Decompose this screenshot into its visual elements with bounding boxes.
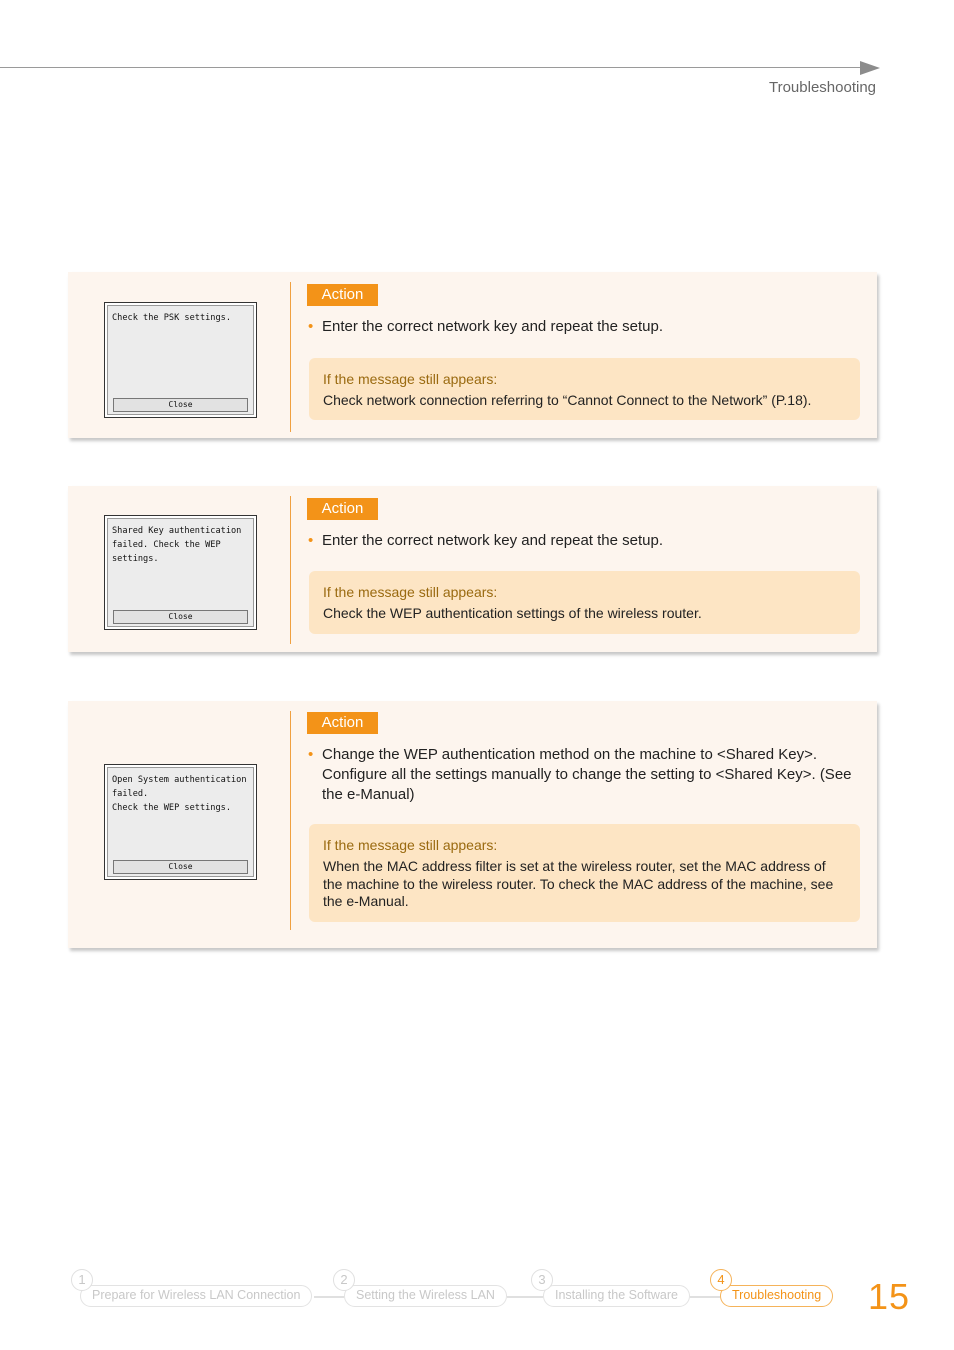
error-panel-shared-key xyxy=(68,486,877,652)
step-navigation xyxy=(0,1260,954,1320)
lcd-close-button[interactable]: Close xyxy=(113,860,248,874)
step-number: 2 xyxy=(333,1269,355,1291)
lcd-message: Check the PSK settings. xyxy=(112,313,231,323)
action-item xyxy=(308,531,853,551)
note-heading: If the message still appears: xyxy=(323,837,498,853)
step-connector xyxy=(314,1296,344,1298)
note-text: When the MAC address filter is set at the wireless router, set the MAC address of the machine to the wireless router. To check the MAC address of the machine, see the e-Manual. xyxy=(323,858,834,909)
action-label: Action xyxy=(307,284,378,306)
note-heading: If the message still appears: xyxy=(323,371,498,387)
bullet-icon: • xyxy=(308,532,314,549)
lcd-screen xyxy=(104,515,257,630)
lcd-message: Shared Key authentication failed. Check the WEP settings. xyxy=(112,526,242,564)
section-title: Troubleshooting xyxy=(768,79,876,96)
step-label[interactable]: Prepare for Wireless LAN Connection xyxy=(80,1285,312,1307)
note-box xyxy=(309,358,860,420)
lcd-screen xyxy=(104,764,257,880)
note-box xyxy=(309,824,860,922)
note-text: Check the WEP authentication settings of the wireless router. xyxy=(323,605,702,621)
action-item xyxy=(308,317,853,337)
step-connector xyxy=(690,1296,720,1298)
note-box xyxy=(309,571,860,634)
divider xyxy=(290,496,291,644)
step-label[interactable]: Installing the Software xyxy=(543,1285,690,1307)
arrow-icon xyxy=(860,61,880,75)
lcd-screen xyxy=(104,302,257,418)
step-number: 1 xyxy=(71,1269,93,1291)
step-label[interactable]: Troubleshooting xyxy=(720,1285,833,1307)
note-text: Check network connection referring to “Cannot Connect to the Network” (P.18). xyxy=(323,392,812,408)
divider xyxy=(290,282,291,432)
error-panel-psk xyxy=(68,272,877,438)
lcd-close-button[interactable]: Close xyxy=(113,398,248,412)
step-connector xyxy=(507,1296,543,1298)
divider xyxy=(290,711,291,930)
note-heading: If the message still appears: xyxy=(323,584,498,600)
action-label: Action xyxy=(307,712,378,734)
action-label: Action xyxy=(307,498,378,520)
lcd-close-button[interactable]: Close xyxy=(113,610,248,624)
lcd-message: Open System authentication failed. Check the WEP settings. xyxy=(112,775,247,813)
bullet-icon: • xyxy=(308,318,314,335)
header-rule xyxy=(0,67,864,68)
step-number: 3 xyxy=(531,1269,553,1291)
page-number: 15 xyxy=(868,1276,911,1317)
action-text: Enter the correct network key and repeat the setup. xyxy=(322,318,664,335)
action-text: Enter the correct network key and repeat the setup. xyxy=(322,532,664,549)
action-text: Change the WEP authentication method on the machine to <Shared Key>. Configure all the settings manually to change the setting to <Shared Key>. (See the e-Manual) xyxy=(322,746,852,803)
action-item xyxy=(308,745,853,805)
step-label[interactable]: Setting the Wireless LAN xyxy=(344,1285,507,1307)
step-number: 4 xyxy=(710,1269,732,1291)
bullet-icon: • xyxy=(308,746,314,763)
error-panel-open-system xyxy=(68,701,877,948)
